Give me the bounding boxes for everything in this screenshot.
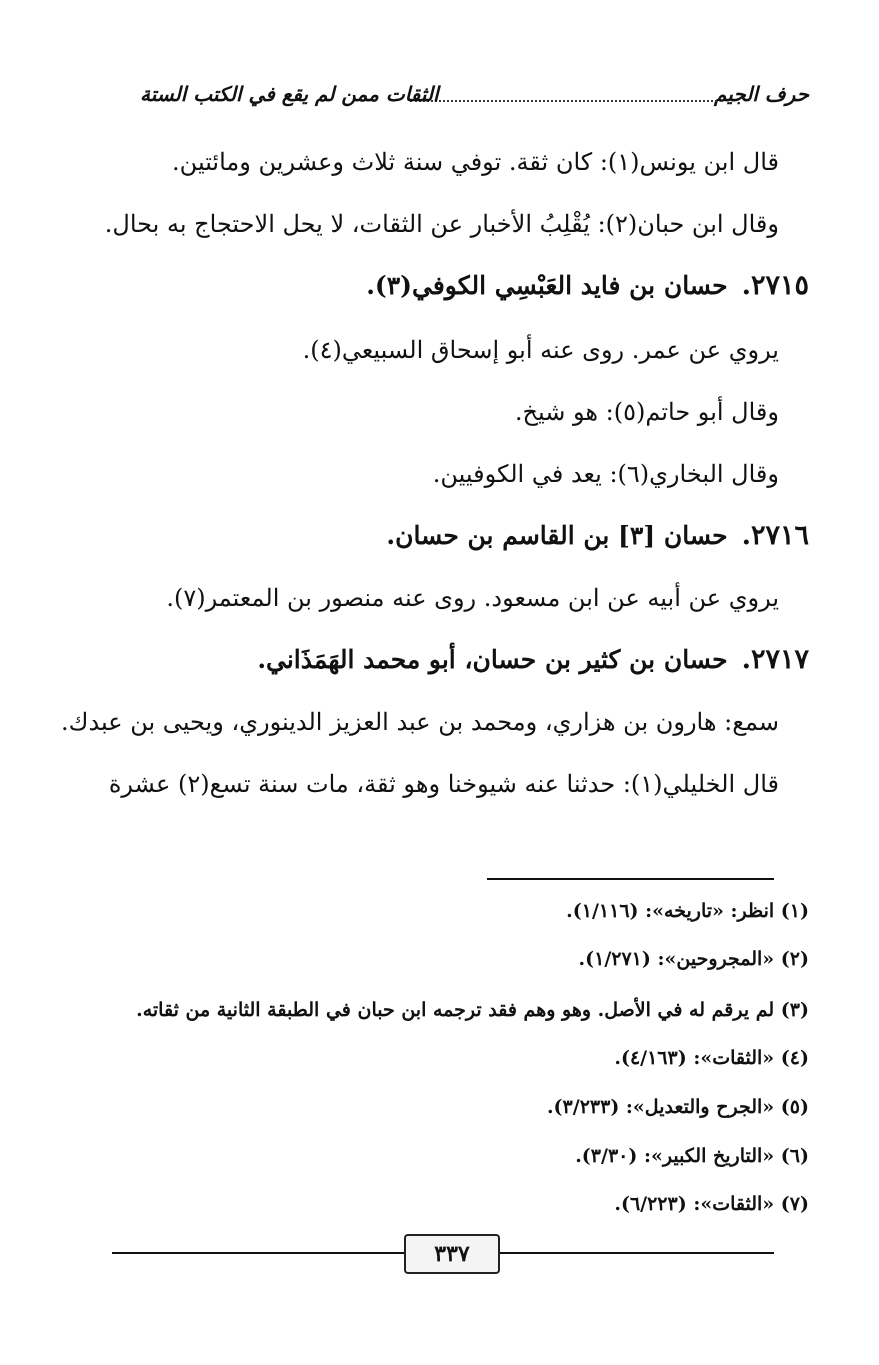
body-line: وقال البخاري(٦): يعد في الكوفيين. bbox=[432, 460, 779, 488]
header-chapter: حرف الجيم bbox=[714, 82, 809, 106]
footnote: (٣) لم يرقم له في الأصل. وهو وهم فقد ترجمه ابن حبان في الطبقة الثانية من ثقاته. bbox=[136, 999, 809, 1021]
footer-rule-left bbox=[112, 1252, 404, 1254]
footer-rule-right bbox=[496, 1252, 774, 1254]
header-dots bbox=[410, 100, 717, 102]
body-line: قال الخليلي(١): حدثنا عنه شيوخنا وهو ثقة، مات سنة تسع(٢) عشرة bbox=[108, 770, 779, 798]
footnote-separator bbox=[487, 878, 774, 880]
entry-number: ٢٧١٧. bbox=[741, 644, 809, 675]
footnote: (٦) «التاريخ الكبير»: (٣/٣٠). bbox=[575, 1145, 809, 1167]
footnote: (٢) «المجروحين»: (١/٢٧١). bbox=[578, 948, 809, 970]
body-line: وقال ابن حبان(٢): يُقْلِبُ الأخبار عن الثقات، لا يحل الاحتجاج به بحال. bbox=[104, 210, 779, 238]
entry-number: ٢٧١٥. bbox=[741, 270, 809, 301]
body-line: وقال أبو حاتم(٥): هو شيخ. bbox=[514, 398, 779, 426]
page-number: ٣٣٧ bbox=[404, 1234, 500, 1274]
entry-title: حسان [٣] بن القاسم بن حسان. bbox=[386, 521, 728, 550]
footnote: (١) انظر: «تاريخه»: (١/١١٦). bbox=[566, 900, 809, 922]
entry-title: حسان بن فايد العَبْسِي الكوفي(٣). bbox=[366, 271, 728, 300]
body-line: قال ابن يونس(١): كان ثقة. توفي سنة ثلاث وعشرين ومائتين. bbox=[172, 148, 779, 176]
body-line: سمع: هارون بن هزاري، ومحمد بن عبد العزيز الدينوري، ويحيى بن عبدك. bbox=[61, 708, 779, 736]
entry-title: حسان بن كثير بن حسان، أبو محمد الهَمَذَاني. bbox=[257, 645, 728, 674]
entry-heading bbox=[60, 518, 809, 554]
running-header bbox=[140, 82, 809, 114]
footnote: (٤) «الثقات»: (٤/١٦٣). bbox=[614, 1047, 809, 1069]
header-book-title: الثقات ممن لم يقع في الكتب الستة bbox=[140, 82, 439, 106]
entry-heading bbox=[60, 268, 809, 304]
footnote: (٧) «الثقات»: (٦/٢٢٣). bbox=[614, 1193, 809, 1215]
entry-heading bbox=[60, 642, 809, 678]
body-line: يروي عن عمر. روى عنه أبو إسحاق السبيعي(٤). bbox=[302, 336, 779, 364]
entry-number: ٢٧١٦. bbox=[741, 520, 809, 551]
body-line: يروي عن أبيه عن ابن مسعود. روى عنه منصور بن المعتمر(٧). bbox=[166, 584, 779, 612]
footnote: (٥) «الجرح والتعديل»: (٣/٢٣٣). bbox=[546, 1096, 809, 1118]
